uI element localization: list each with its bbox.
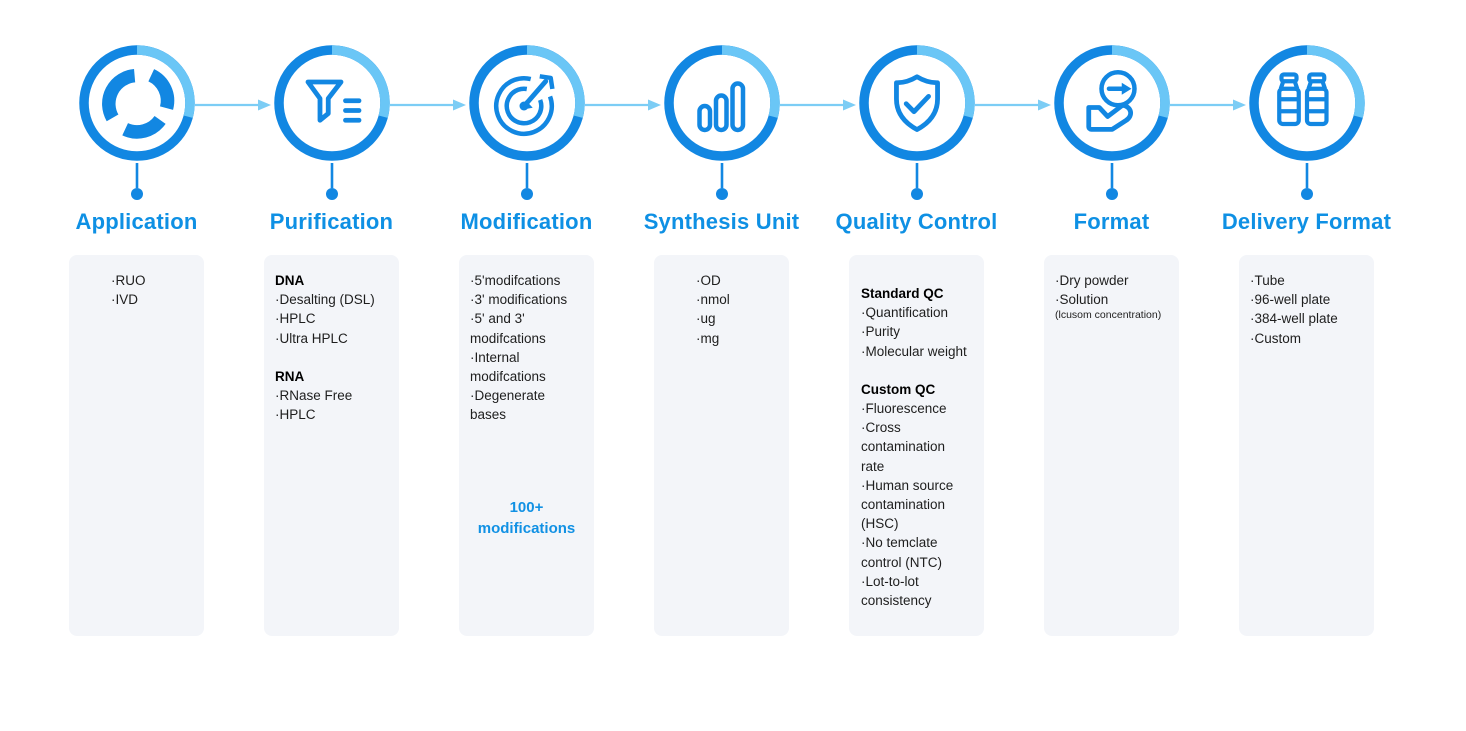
card-group-header: RNA [275,368,305,384]
connector-stem [715,163,729,201]
card-item: ·mg [696,330,720,346]
solution-note: (lcusom concentration) [1055,309,1162,322]
step-title: Quality Control [835,209,998,234]
card-group [861,284,970,361]
card-item: ·Degenerate bases [470,388,546,423]
connector-stem [130,163,144,201]
highlight-line: 100+ [509,498,544,516]
step-ring [1053,44,1171,162]
highlight-line: modifications [477,519,576,537]
step-title: Format [1073,209,1150,234]
card-item: ·5' and 3' modifcations [470,311,546,346]
card-item: ·Quantification [861,305,949,321]
hand-arrow-icon [1076,67,1148,139]
step-title: Modification [460,209,593,234]
card-group-header: Standard QC [861,286,944,301]
step-card [849,255,984,636]
modifications-count-highlight [470,497,583,539]
flow-arrow-icon [585,97,663,113]
step-title: Synthesis Unit [643,209,800,234]
card-item: ·Lot-to-lot consistency [861,573,932,609]
flow-arrow-icon [780,97,858,113]
card-item: ·96-well plate [1250,292,1331,308]
card-item: ·RUO [111,273,146,288]
step-ring [273,44,391,162]
connector-stem [520,163,534,201]
card-item: ·IVD [111,292,138,308]
card-item: ·Cross contamination rate [861,420,946,474]
card-item: ·Dry powder [1055,273,1129,288]
connector-stem [1105,163,1119,201]
step-column-delivery-format [1209,0,1404,636]
step-card [654,255,789,636]
step-card [69,255,204,636]
card-item: ·5'modifcations [470,273,561,288]
card-item: ·384-well plate [1250,311,1338,327]
step-column-purification [234,0,429,636]
card-group-header: Custom QC [861,381,936,397]
step-title: Purification [269,209,394,234]
card-item: ·3' modifications [470,292,568,308]
card-group [861,380,970,610]
flow-arrow-icon [390,97,468,113]
funnel-icon [296,67,368,139]
step-column-synthesis-unit [624,0,819,636]
step-column-application [39,0,234,636]
connector-stem [325,163,339,201]
step-card [1044,255,1179,636]
card-item: ·Tube [1250,273,1285,288]
card-item: ·RNase Free [275,388,353,404]
flow-arrow-icon [975,97,1053,113]
step-column-quality-control [819,0,1014,636]
step-card [1239,255,1374,636]
card-group [275,271,388,348]
flow-arrow-icon [195,97,273,113]
bar-chart-icon [686,67,758,139]
card-item: ·ug [696,311,716,327]
step-ring [1248,44,1366,162]
flow-arrow-icon [1170,97,1248,113]
card-item: ·Custom [1250,330,1302,346]
card-item: ·No temclate control (NTC) [861,535,943,570]
card-item: ·Ultra HPLC [275,330,348,346]
donut-chart-icon [101,67,173,139]
card-group [696,271,784,348]
step-card [459,255,594,636]
step-title: Application [75,209,198,234]
card-group [111,271,199,309]
card-item: ·HPLC [275,407,316,423]
vials-icon [1271,67,1343,139]
card-item: ·Solution [1055,292,1109,308]
connector-stem [1300,163,1314,201]
step-title: Delivery Format [1221,209,1392,234]
step-ring [468,44,586,162]
card-item: ·Desalting (DSL) [275,292,375,308]
card-item: ·HPLC [275,311,316,327]
card-item: ·Internal modifcations [470,349,546,385]
card-group-header: DNA [275,273,305,288]
step-ring [78,44,196,162]
connector-stem [910,163,924,201]
card-item: ·OD [696,273,721,288]
target-dart-icon [491,67,563,139]
card-group [1250,271,1363,348]
shield-check-icon [881,67,953,139]
card-group [1055,271,1168,309]
step-ring [663,44,781,162]
card-group [470,271,583,425]
card-item: ·Purity [861,324,901,340]
step-column-modification [429,0,624,636]
card-item: ·nmol [696,292,730,308]
step-ring [858,44,976,162]
step-card [264,255,399,636]
card-item: ·Fluorescence [861,401,947,417]
card-group [275,367,388,425]
card-item: ·Human source contamination (HSC) [861,477,954,532]
card-item: ·Molecular weight [861,343,967,359]
step-column-format [1014,0,1209,636]
